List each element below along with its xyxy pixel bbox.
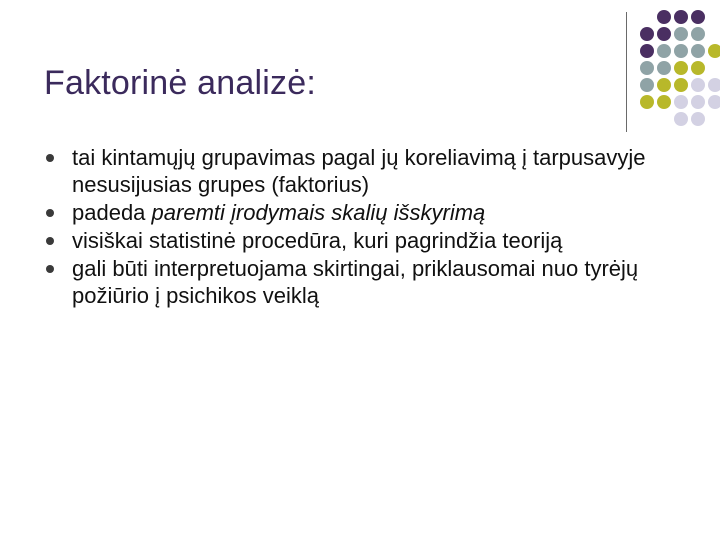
bullet-text bbox=[72, 228, 562, 253]
bullet-text-part: visiškai statistinė procedūra, kuri pagrindžia teoriją bbox=[72, 228, 563, 253]
bullet-item bbox=[44, 199, 684, 226]
decorative-dot bbox=[691, 61, 705, 75]
bullet-marker-icon bbox=[46, 237, 54, 245]
decorative-dot bbox=[657, 10, 671, 24]
decorative-dot bbox=[708, 10, 720, 24]
bullet-marker-icon bbox=[46, 209, 54, 217]
decorative-dot bbox=[657, 27, 671, 41]
bullet-list bbox=[44, 144, 684, 310]
bullet-item bbox=[44, 227, 684, 254]
bullet-text-part: gali būti interpretuojama skirtingai, priklausomai nuo tyrėjų požiūrio į psichikos veiklą bbox=[72, 256, 639, 308]
slide-title: Faktorinė analizė: bbox=[44, 64, 316, 102]
bullet-text-italic: paremti įrodymais skalių išskyrimą bbox=[151, 200, 486, 225]
decorative-dot bbox=[640, 61, 654, 75]
decorative-dot bbox=[708, 61, 720, 75]
decorative-dot bbox=[674, 61, 688, 75]
decorative-dot-grid bbox=[640, 10, 720, 127]
bullet-text bbox=[72, 200, 485, 225]
decorative-dot bbox=[691, 44, 705, 58]
decorative-dot bbox=[674, 10, 688, 24]
bullet-marker-icon bbox=[46, 154, 54, 162]
decorative-dot bbox=[674, 78, 688, 92]
decorative-dot bbox=[708, 27, 720, 41]
bullet-marker-icon bbox=[46, 265, 54, 273]
decorative-dot bbox=[674, 95, 688, 109]
decorative-dot bbox=[657, 78, 671, 92]
decorative-dot bbox=[691, 78, 705, 92]
bullet-item bbox=[44, 255, 684, 309]
decorative-dot bbox=[640, 95, 654, 109]
decorative-dot bbox=[674, 112, 688, 126]
bullet-text bbox=[72, 145, 646, 197]
decorative-dot bbox=[640, 10, 654, 24]
decorative-dot bbox=[691, 112, 705, 126]
decorative-dot bbox=[657, 44, 671, 58]
decorative-dot bbox=[708, 112, 720, 126]
decorative-dot bbox=[708, 44, 720, 58]
decorative-dot bbox=[640, 44, 654, 58]
decorative-dot bbox=[657, 95, 671, 109]
decorative-dot bbox=[691, 95, 705, 109]
bullet-text bbox=[72, 256, 638, 308]
decorative-dot bbox=[674, 27, 688, 41]
decorative-dot bbox=[640, 27, 654, 41]
decorative-dot bbox=[657, 112, 671, 126]
decorative-divider-line bbox=[626, 12, 627, 132]
decorative-dot bbox=[691, 10, 705, 24]
decorative-dot bbox=[640, 112, 654, 126]
decorative-dot bbox=[691, 27, 705, 41]
decorative-dot bbox=[640, 78, 654, 92]
bullet-item bbox=[44, 144, 684, 198]
bullet-text-part: padeda bbox=[72, 200, 152, 225]
decorative-dot bbox=[708, 95, 720, 109]
decorative-dot bbox=[657, 61, 671, 75]
bullet-text-part: tai kintamųjų grupavimas pagal jų koreliavimą į tarpusavyje nesusijusias grupes (faktorius) bbox=[72, 145, 646, 197]
decorative-dot bbox=[708, 78, 720, 92]
decorative-dot bbox=[674, 44, 688, 58]
